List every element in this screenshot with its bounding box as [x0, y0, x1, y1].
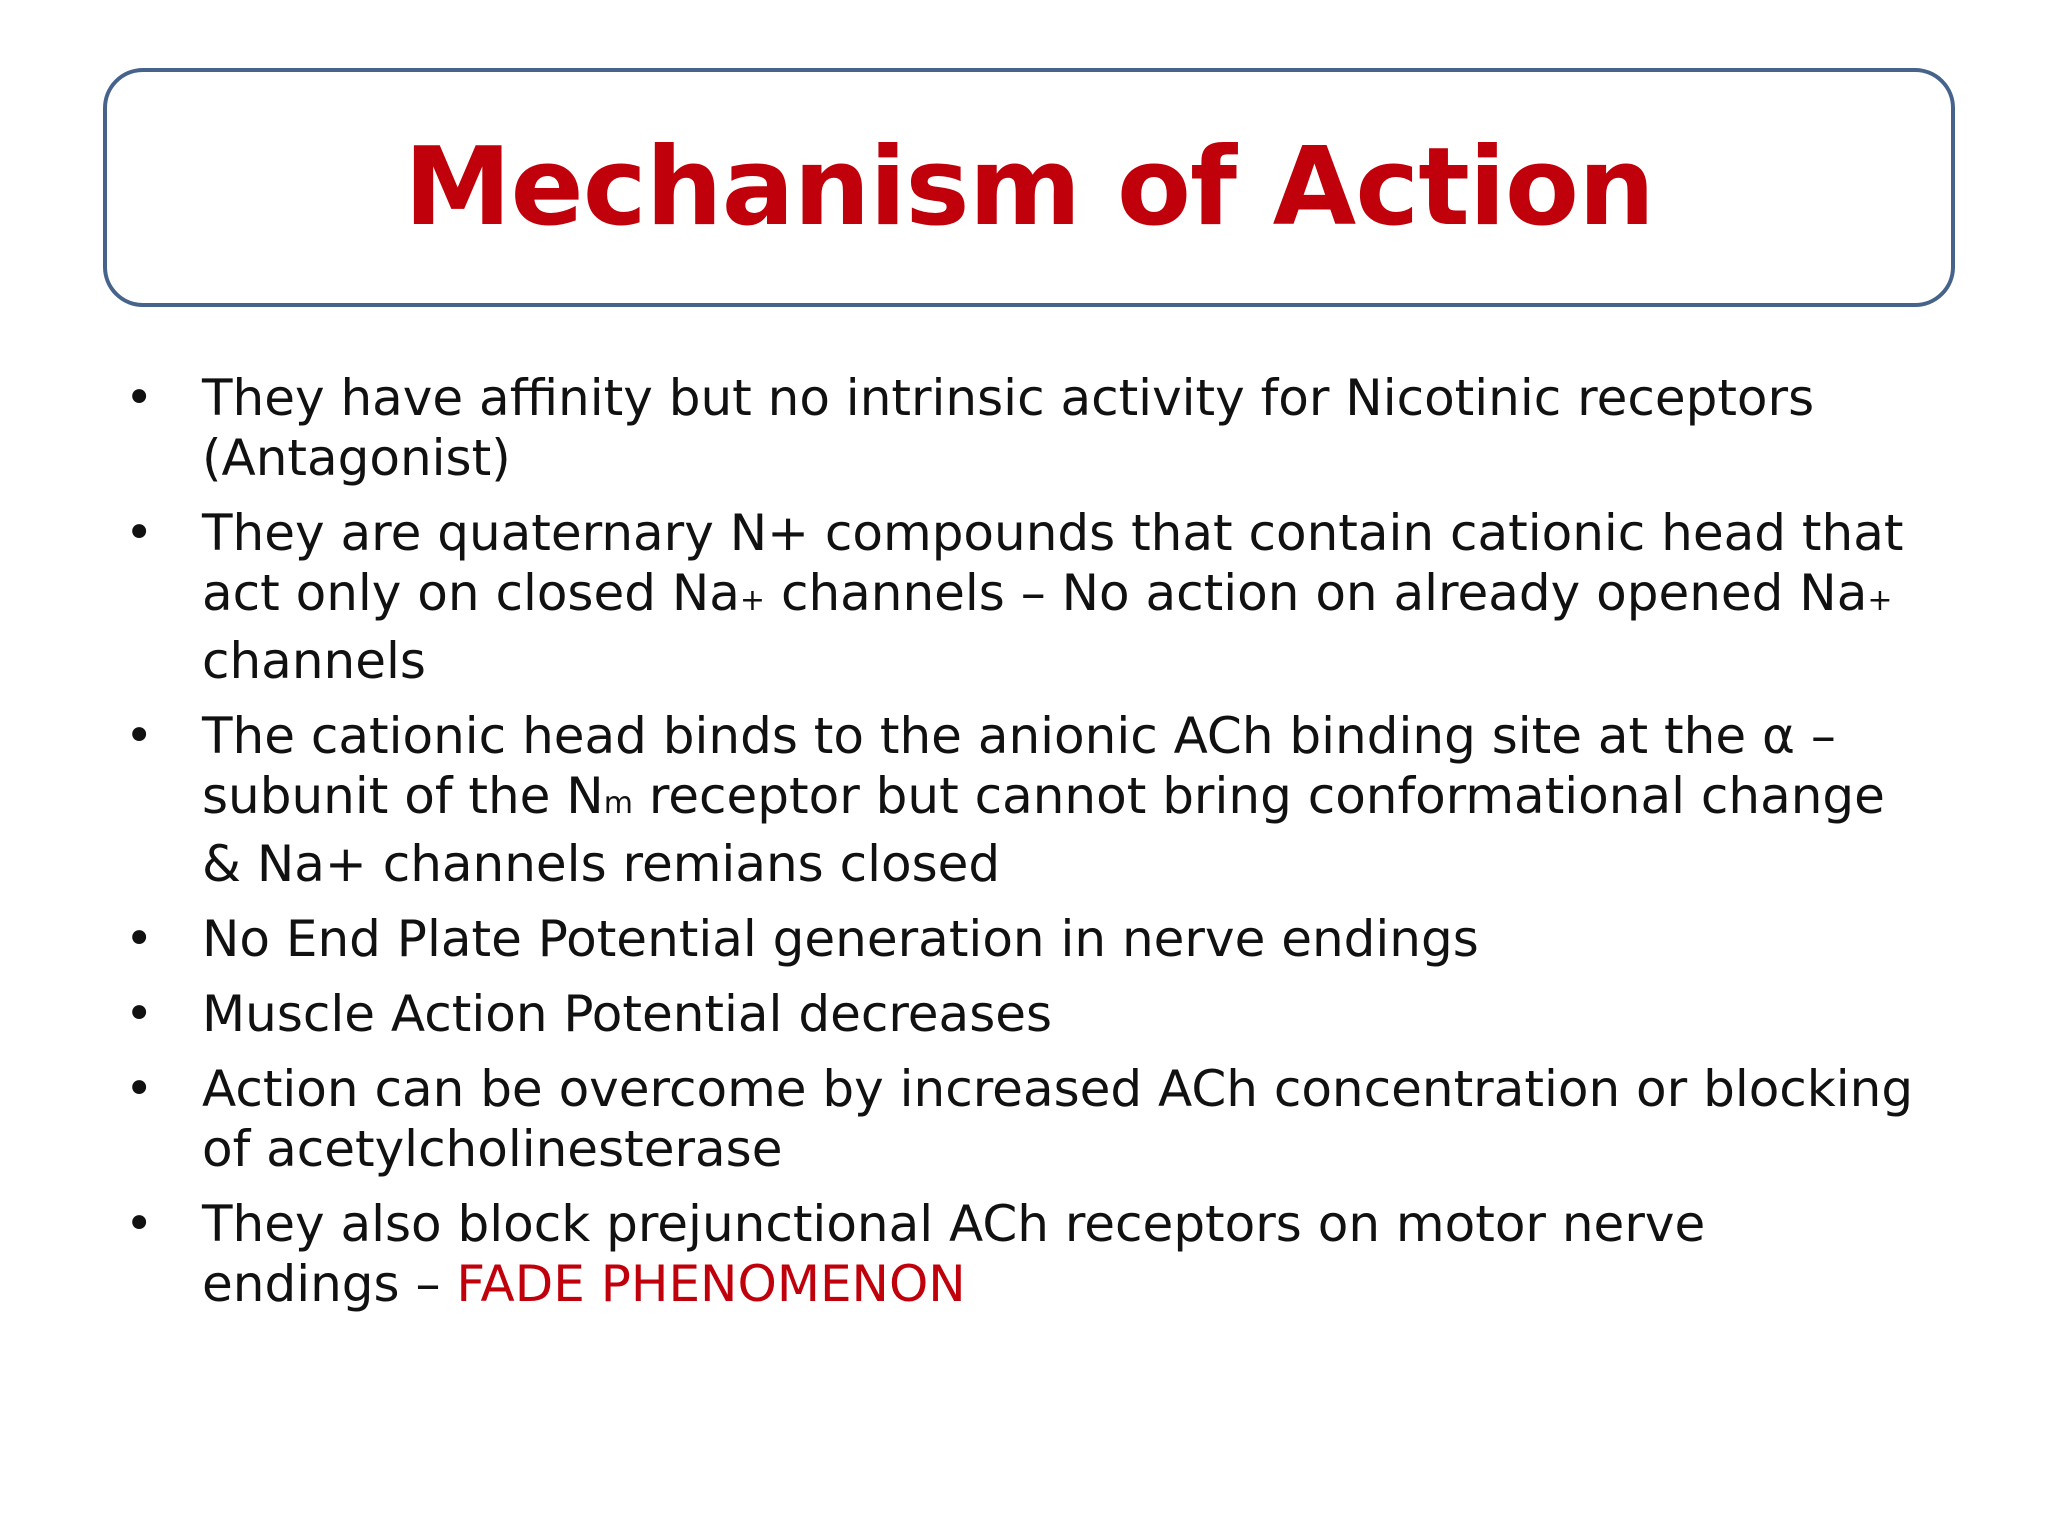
- bullet-text-line: [202, 563, 1988, 631]
- bullet-text-line: They also block prejunctional ACh receptors on motor nerve: [202, 1195, 1706, 1253]
- bullet-item: [0, 1194, 2048, 1314]
- bullet-marker: •: [125, 1196, 154, 1252]
- bullet-text-segment: subunit of the N: [202, 767, 604, 825]
- bullet-text-line: & Na+ channels remians closed: [202, 835, 1001, 893]
- subscript-plus: +: [1867, 583, 1893, 618]
- bullet-text-segment: receptor but cannot bring conformational change: [632, 767, 1885, 825]
- bullet-item: [0, 368, 2048, 488]
- bullet-marker: •: [125, 986, 154, 1042]
- bullet-marker: •: [125, 505, 154, 561]
- bullet-item: [0, 909, 2048, 969]
- bullet-text-line: channels: [202, 632, 426, 690]
- bullet-text-line: Muscle Action Potential decreases: [202, 985, 1053, 1043]
- bullet-text-line: [202, 1254, 1988, 1314]
- bullet-text-segment: channels – No action on already opened Na: [765, 564, 1868, 622]
- bullet-marker: •: [125, 708, 154, 764]
- title-box: [103, 68, 1955, 307]
- bullet-text-line: They are quaternary N+ compounds that contain cationic head that: [202, 504, 1904, 562]
- bullet-text-segment: endings –: [202, 1255, 457, 1313]
- bullet-text-line: They have affinity but no intrinsic activity for Nicotinic receptors: [202, 369, 1815, 427]
- bullet-marker: •: [125, 370, 154, 426]
- bullet-text-segment: act only on closed Na: [202, 564, 740, 622]
- bullet-text-line: No End Plate Potential generation in nerve endings: [202, 910, 1479, 968]
- bullet-marker: •: [125, 1061, 154, 1117]
- subscript-plus: +: [739, 583, 766, 618]
- bullet-item: [0, 503, 2048, 691]
- bullet-item: [0, 1059, 2048, 1179]
- subscript-m: m: [603, 786, 633, 821]
- bullet-text-line: Action can be overcome by increased ACh concentration or blocking: [202, 1060, 1914, 1118]
- bullet-text-line: The cationic head binds to the anionic ACh binding site at the α –: [202, 707, 1836, 765]
- bullet-item: [0, 984, 2048, 1044]
- fade-phenomenon-highlight: FADE PHENOMENON: [456, 1255, 966, 1313]
- bullet-item: [0, 706, 2048, 894]
- bullet-marker: •: [125, 911, 154, 967]
- bullet-text-line: (Antagonist): [202, 429, 511, 487]
- bullet-list: [0, 368, 2048, 1329]
- bullet-text-line: [202, 766, 1988, 834]
- bullet-text-line: of acetylcholinesterase: [202, 1120, 783, 1178]
- slide-title: Mechanism of Action: [404, 124, 1654, 250]
